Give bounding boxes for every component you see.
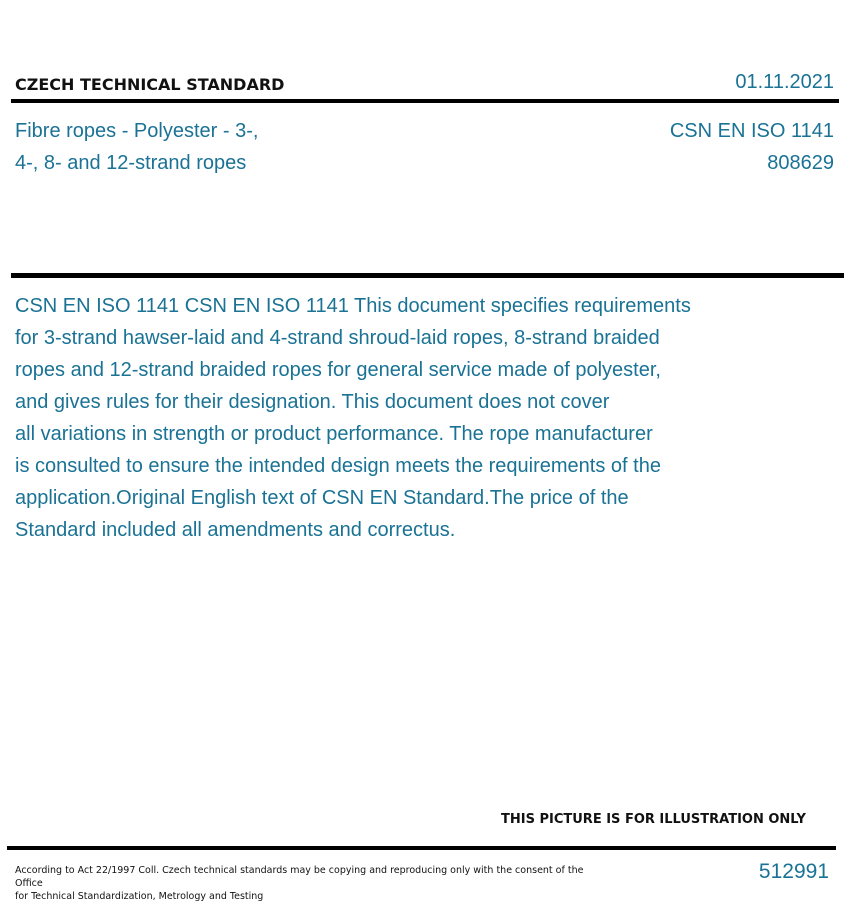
standard-description: CSN EN ISO 1141 CSN EN ISO 1141 This document specifies requirements for 3-strand hawser-laid and 4-strand shroud-laid ropes, 8-strand braided ropes and 12-strand braided ropes for general service made of polyester, and gives rules for their designation. This document does not cover all variations in strength or product performance. The rope manufacturer is consulted to ensure the intended design meets the requirements of the application.Original English text of CSN EN Standard.The price of the Standard included all amendments and correctus. (15, 295, 691, 541)
middle-divider (11, 273, 844, 278)
legal-notice-line-1: According to Act 22/1997 Coll. Czech technical standards may be copying and reproducing only with the consent of the Office (15, 865, 584, 889)
standard-title-line-2: 4-, 8- and 12-strand ropes (15, 152, 247, 174)
legal-notice (15, 864, 595, 903)
illustration-disclaimer: THIS PICTURE IS FOR ILLUSTRATION ONLY (501, 812, 806, 827)
standard-identifiers (670, 115, 834, 179)
standard-title-line-1: Fibre ropes - Polyester - 3-, (15, 120, 259, 142)
document-id: 512991 (758, 860, 829, 883)
publication-date: 01.11.2021 (735, 71, 834, 93)
legal-notice-line-2: for Technical Standardization, Metrology and Testing (15, 891, 264, 902)
bottom-divider (7, 846, 836, 850)
document-type-heading: CZECH TECHNICAL STANDARD (15, 75, 285, 94)
standard-title (15, 115, 315, 179)
top-divider (11, 99, 839, 103)
standard-code: CSN EN ISO 1141 (669, 120, 834, 142)
catalog-number: 808629 (767, 152, 834, 174)
